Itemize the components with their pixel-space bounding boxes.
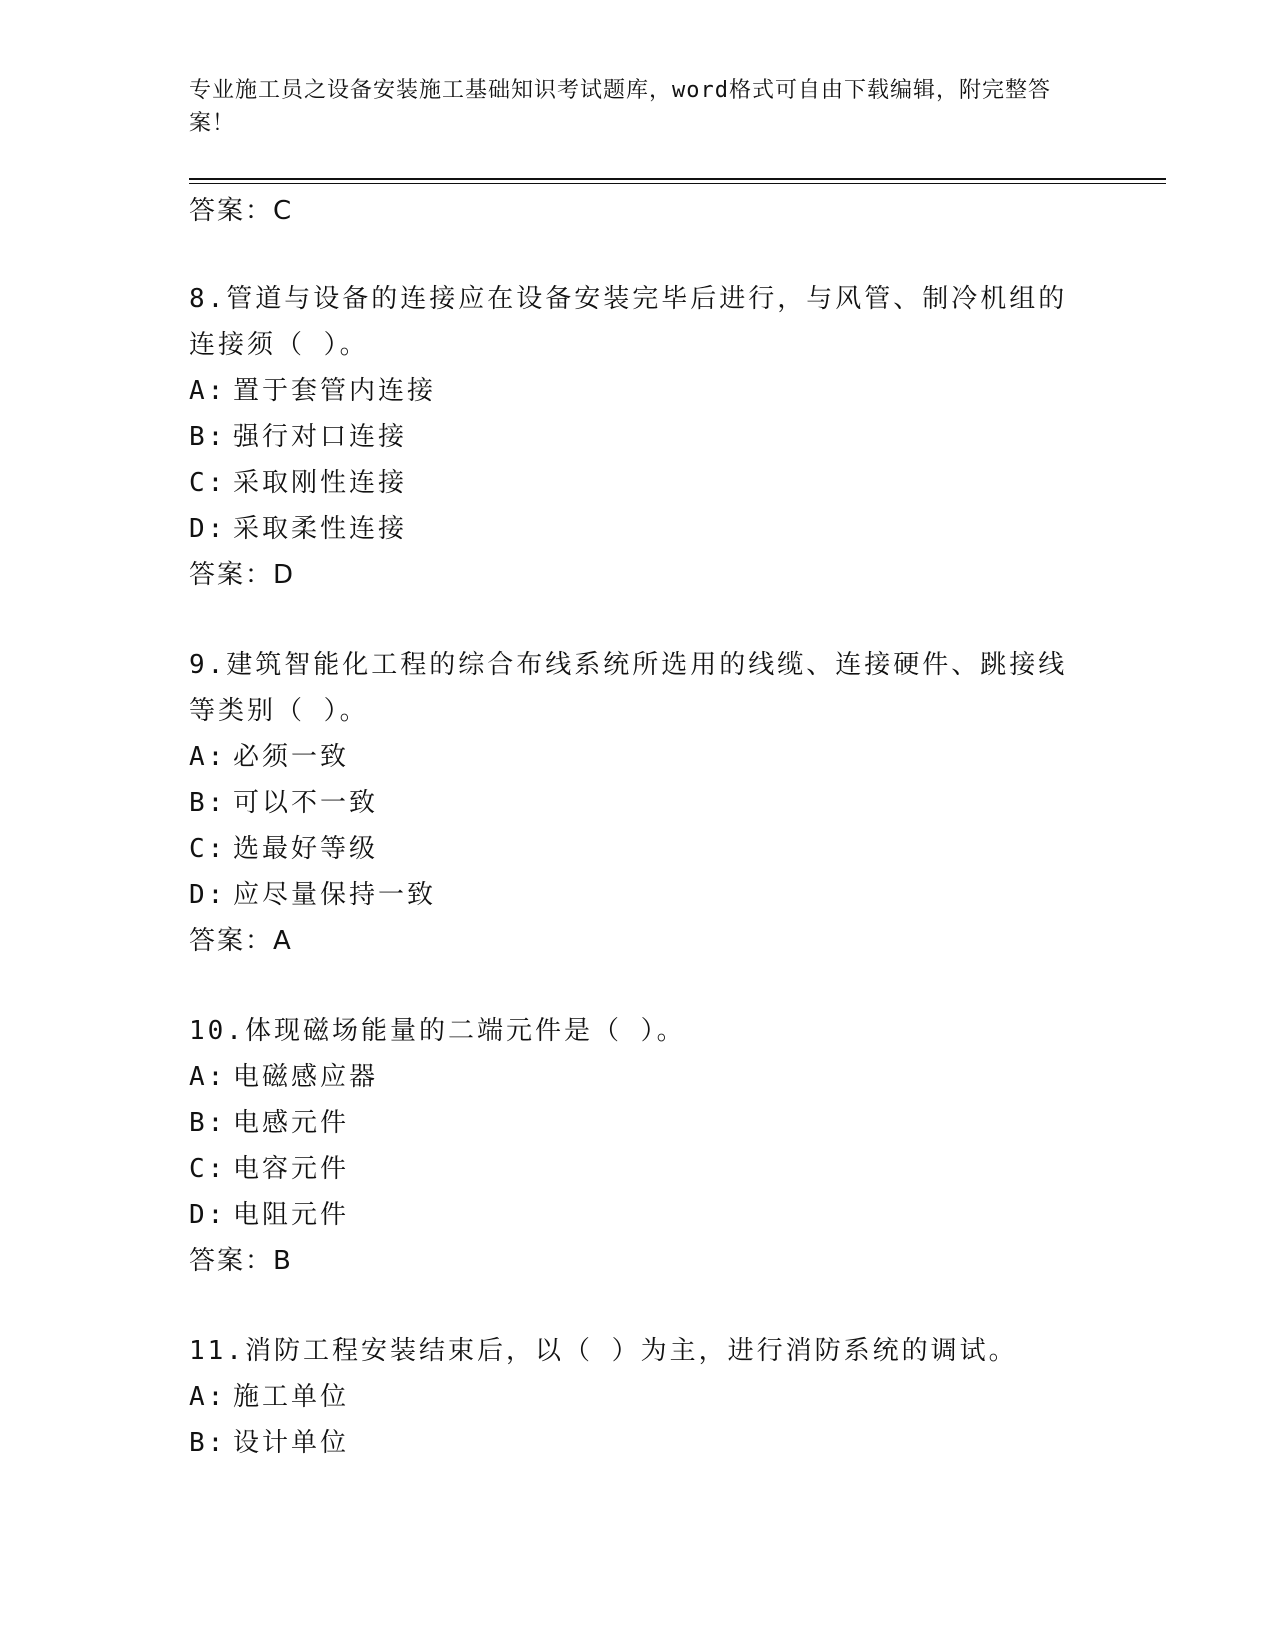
question-text: 11.消防工程安装结束后，以（ ）为主，进行消防系统的调试。 — [189, 1336, 1018, 1366]
option-text: 设计单位 — [233, 1428, 350, 1458]
header-divider — [189, 178, 1166, 180]
option-label: C: — [189, 834, 227, 864]
option-label: C: — [189, 1154, 227, 1184]
option-text: 采取刚性连接 — [233, 468, 408, 498]
option-b — [189, 1420, 1089, 1466]
option-a — [189, 734, 1089, 780]
option-text: 强行对口连接 — [233, 422, 408, 452]
answer-text: 答案：C — [189, 196, 294, 226]
option-label: B: — [189, 1108, 227, 1138]
question-text-cont: 等类别（ ）。 — [189, 696, 369, 726]
option-d — [189, 506, 1089, 552]
option-label: B: — [189, 788, 227, 818]
option-c — [189, 1146, 1089, 1192]
option-text: 选最好等级 — [233, 834, 379, 864]
question-10 — [189, 1008, 1089, 1284]
option-c — [189, 826, 1089, 872]
option-label: A: — [189, 376, 227, 406]
option-label: D: — [189, 880, 227, 910]
option-label: A: — [189, 742, 227, 772]
option-text: 置于套管内连接 — [233, 376, 437, 406]
question-text: 8.管道与设备的连接应在设备安装完毕后进行，与风管、制冷机组的 — [189, 284, 1068, 314]
option-label: D: — [189, 514, 227, 544]
option-label: A: — [189, 1382, 227, 1412]
document-header: 专业施工员之设备安装施工基础知识考试题库，word格式可自由下载编辑，附完整答案！ — [189, 78, 1051, 136]
option-text: 电阻元件 — [233, 1200, 350, 1230]
option-a — [189, 1374, 1089, 1420]
option-label: D: — [189, 1200, 227, 1230]
option-text: 电感元件 — [233, 1108, 350, 1138]
option-a — [189, 368, 1089, 414]
option-label: C: — [189, 468, 227, 498]
option-d — [189, 872, 1089, 918]
question-11 — [189, 1328, 1089, 1466]
option-a — [189, 1054, 1089, 1100]
option-label: A: — [189, 1062, 227, 1092]
option-b — [189, 1100, 1089, 1146]
question-9 — [189, 642, 1089, 964]
option-text: 必须一致 — [233, 742, 350, 772]
option-text: 施工单位 — [233, 1382, 350, 1412]
option-text: 可以不一致 — [233, 788, 379, 818]
answer-text: 答案：B — [189, 1246, 293, 1276]
question-8 — [189, 276, 1089, 598]
answer-text: 答案：D — [189, 560, 296, 590]
option-b — [189, 780, 1089, 826]
header-divider-thin — [189, 183, 1166, 184]
prev-answer-block — [189, 188, 1089, 234]
option-text: 电容元件 — [233, 1154, 350, 1184]
question-text-cont: 连接须（ ）。 — [189, 330, 369, 360]
option-label: B: — [189, 1428, 227, 1458]
option-text: 采取柔性连接 — [233, 514, 408, 544]
option-b — [189, 414, 1089, 460]
answer-text: 答案：A — [189, 926, 293, 956]
question-text: 9.建筑智能化工程的综合布线系统所选用的线缆、连接硬件、跳接线 — [189, 650, 1068, 680]
option-text: 应尽量保持一致 — [233, 880, 437, 910]
option-label: B: — [189, 422, 227, 452]
option-c — [189, 460, 1089, 506]
question-text: 10.体现磁场能量的二端元件是（ ）。 — [189, 1016, 686, 1046]
option-text: 电磁感应器 — [233, 1062, 379, 1092]
option-d — [189, 1192, 1089, 1238]
